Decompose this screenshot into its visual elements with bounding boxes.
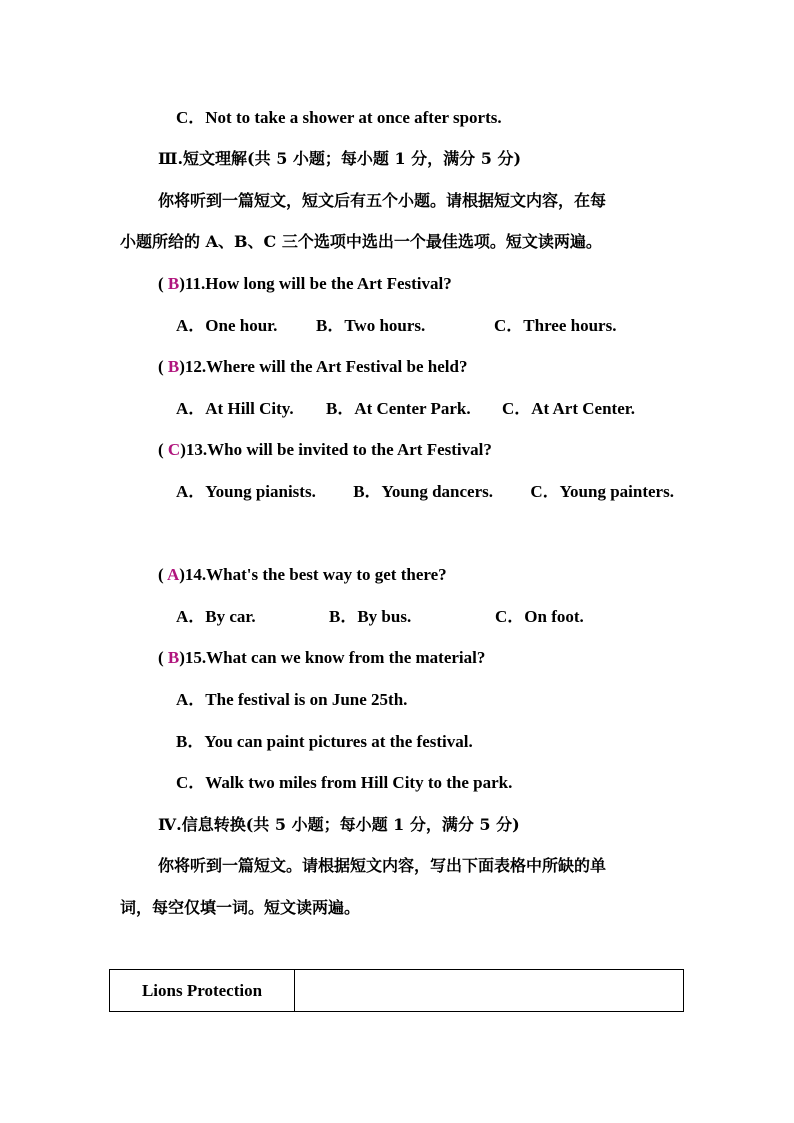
option-b: B．Young dancers. xyxy=(353,482,494,501)
question-15 xyxy=(158,647,485,669)
question-13 xyxy=(158,439,492,461)
question-12 xyxy=(158,356,467,378)
option-a: A．One hour. xyxy=(176,316,278,335)
question-11 xyxy=(158,273,452,295)
section3-instruction-line1: 你将听到一篇短文，短文后有五个小题。请根据短文内容，在每 xyxy=(158,191,607,210)
question-text: )11.How long will be the Art Festival? xyxy=(179,274,452,293)
answer-mark: B xyxy=(167,648,180,667)
options-13-row xyxy=(176,481,674,503)
option-15a: A．The festival is on June 25th. xyxy=(176,690,408,709)
option-a: A．By car. xyxy=(176,607,256,626)
paren-open: ( xyxy=(158,648,168,667)
option-b: B．At Center Park. xyxy=(326,399,471,418)
option-15b: B．You can paint pictures at the festival. xyxy=(176,732,473,751)
answer-mark: A xyxy=(166,565,180,584)
paren-open: ( xyxy=(158,357,168,376)
question-text: )12.Where will the Art Festival be held? xyxy=(179,357,468,376)
paren-open: ( xyxy=(158,440,168,459)
option-a: A．Young pianists. xyxy=(176,482,316,501)
option-b: B．By bus. xyxy=(329,607,412,626)
info-table xyxy=(109,969,684,1012)
answer-mark: B xyxy=(167,274,180,293)
section4-heading: Ⅳ.信息转换(共 5 小题；每小题 1 分，满分 5 分) xyxy=(158,815,520,834)
option-c: C．On foot. xyxy=(495,607,584,626)
question-14 xyxy=(158,564,447,586)
paren-open: ( xyxy=(158,565,167,584)
options-11-row xyxy=(176,315,616,337)
question-text: )13.Who will be invited to the Art Festival? xyxy=(180,440,492,459)
option-a: A．At Hill City. xyxy=(176,399,294,418)
section4-instruction-line1: 你将听到一篇短文。请根据短文内容，写出下面表格中所缺的单 xyxy=(158,856,607,875)
section3-heading: Ⅲ.短文理解(共 5 小题；每小题 1 分，满分 5 分) xyxy=(158,149,522,168)
option-c: C．Young painters. xyxy=(530,482,674,501)
paren-open: ( xyxy=(158,274,168,293)
option-b: B．Two hours. xyxy=(316,316,426,335)
section4-instruction-line2: 词，每空仅填一词。短文读两遍。 xyxy=(120,898,361,917)
option-c-shower: C．Not to take a shower at once after sports. xyxy=(176,108,502,127)
answer-mark: C xyxy=(167,440,181,459)
option-c: C．At Art Center. xyxy=(502,399,635,418)
table-answer-cell[interactable] xyxy=(295,970,683,1011)
question-text: )15.What can we know from the material? xyxy=(179,648,486,667)
question-text: )14.What's the best way to get there? xyxy=(179,565,447,584)
answer-mark: B xyxy=(167,357,180,376)
options-14-row xyxy=(176,606,584,628)
option-15c: C．Walk two miles from Hill City to the park. xyxy=(176,773,513,792)
options-12-row xyxy=(176,398,635,420)
table-label-cell: Lions Protection xyxy=(110,970,295,1011)
option-c: C．Three hours. xyxy=(494,316,617,335)
section3-instruction-line2: 小题所给的 A、B、C 三个选项中选出一个最佳选项。短文读两遍。 xyxy=(120,232,602,251)
